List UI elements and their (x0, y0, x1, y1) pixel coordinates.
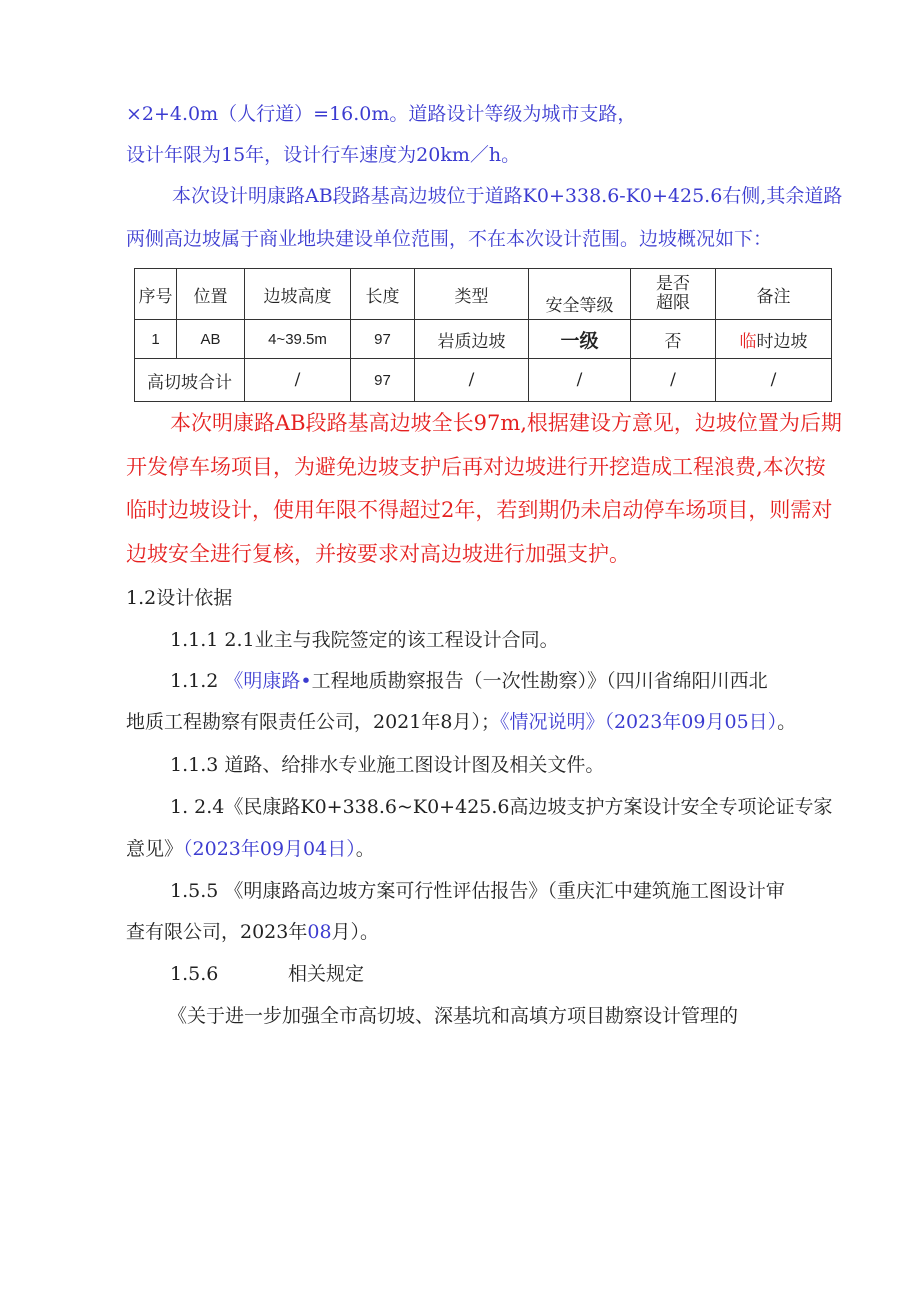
total-length-text: 97 (374, 372, 391, 389)
cell-remark (716, 320, 832, 359)
header-height: 边坡高度 (245, 269, 351, 320)
cell-position (177, 320, 245, 359)
header-type: 类型 (415, 269, 529, 320)
basis-item-2-line-2-end: 。 (777, 711, 797, 733)
basis-item-4-line-1: 1. 2.4《民康路K0+338.6~K0+425.6高边坡支护方案设计安全专项论证专家 (170, 796, 833, 818)
cell-length (351, 320, 415, 359)
basis-item-5-line-2-end: 月）。 (331, 921, 380, 943)
notice-line-1: 本次明康路AB段路基高边坡全长97m,根据建设方意见，边坡位置为后期 (170, 411, 842, 435)
cell-remark-rest: 时边坡 (756, 331, 808, 352)
notice-line-4: 边坡安全进行复核，并按要求对高边坡进行加强支护。 (126, 542, 630, 566)
basis-item-2-line-2-text: 地质工程勘察有限责任公司，2021年8月）； (126, 711, 500, 733)
header-seq: 序号 (135, 269, 177, 320)
total-remark: / (716, 359, 832, 402)
total-length (351, 359, 415, 402)
intro-line-1: ×2+4.0m（人行道）=16.0m。道路设计等级为城市支路， (126, 103, 637, 125)
cell-length-text: 97 (374, 331, 391, 348)
para2-line-1: 本次设计明康路AB段路基高边坡位于道路K0+338.6-K0+425.6右侧,其余道路 (172, 185, 843, 207)
table-header-row (135, 269, 832, 320)
basis-item-2-num: 1.1.2 (170, 670, 225, 692)
basis-item-5-line-2 (126, 919, 379, 945)
section-title: 1.2设计依据 (126, 587, 233, 609)
cell-over-limit: 否 (631, 320, 716, 359)
basis-item-2-line-2-blue: 《情况说明》（2023年09月05日） (499, 711, 778, 733)
header-length: 长度 (351, 269, 415, 320)
cell-remark-red: 临 (739, 331, 757, 352)
basis-item-4-line-2-end: 。 (355, 838, 375, 860)
total-over-limit: / (631, 359, 716, 402)
basis-item-6-num: 1.5.6 (170, 963, 219, 985)
table-total-row (135, 359, 832, 402)
basis-item-5-line-2-blue: 08 (307, 921, 332, 943)
basis-item-2-line-1 (170, 668, 768, 694)
cell-safety (529, 320, 631, 359)
intro-line-2: 设计年限为15年，设计行车速度为20km／h。 (126, 144, 521, 166)
header-over-limit-line2: 超限 (656, 293, 690, 313)
slope-overview-table (134, 268, 832, 402)
cell-type: 岩质边坡 (415, 320, 529, 359)
basis-item-6-text: 相关规定 (288, 963, 365, 985)
header-position: 位置 (177, 269, 245, 320)
basis-item-4-line-2-text: 意见》 (126, 838, 184, 860)
cell-height-text: 4~39.5m (268, 331, 327, 348)
basis-item-2-blue: 《明康路• (224, 670, 312, 692)
total-type: / (415, 359, 529, 402)
basis-item-1: 1.1.1 2.1业主与我院签定的该工程设计合同。 (170, 629, 559, 651)
header-safety: 安全等级 (529, 269, 631, 320)
basis-item-2-rest: 工程地质勘察报告（一次性勘察）》（四川省绵阳川西北 (311, 670, 768, 692)
basis-item-4-line-2-blue: （2023年09月04日） (183, 838, 356, 860)
header-remark: 备注 (716, 269, 832, 320)
total-safety: / (529, 359, 631, 402)
header-over-limit (631, 269, 716, 320)
basis-item-7: 《关于进一步加强全市高切坡、深基坑和高填方项目勘察设计管理的 (168, 1005, 739, 1027)
total-position: / (245, 359, 351, 402)
para2-line-2: 两侧高边坡属于商业地块建设单位范围，不在本次设计范围。边坡概况如下： (126, 228, 773, 250)
cell-safety-text: 一级 (560, 329, 599, 352)
basis-item-5-line-1: 1.5.5 《明康路高边坡方案可行性评估报告》（重庆汇中建筑施工图设计审 (170, 880, 785, 902)
total-label: 高切坡合计 (135, 359, 245, 402)
table-row (135, 320, 832, 359)
basis-item-4-line-2 (126, 836, 375, 862)
cell-seq (135, 320, 177, 359)
notice-line-3: 临时边坡设计，使用年限不得超过2年，若到期仍未启动停车场项目，则需对 (126, 498, 833, 522)
cell-position-text: AB (200, 331, 221, 348)
cell-height (245, 320, 351, 359)
basis-item-5-line-2-text: 查有限公司，2023年 (126, 921, 308, 943)
basis-item-2-line-2 (126, 709, 796, 735)
cell-seq-text: 1 (151, 331, 160, 348)
header-over-limit-line1: 是否 (656, 274, 690, 294)
basis-item-3: 1.1.3 道路、给排水专业施工图设计图及相关文件。 (170, 754, 605, 776)
notice-line-2: 开发停车场项目，为避免边坡支护后再对边坡进行开挖造成工程浪费,本次按 (126, 455, 826, 479)
